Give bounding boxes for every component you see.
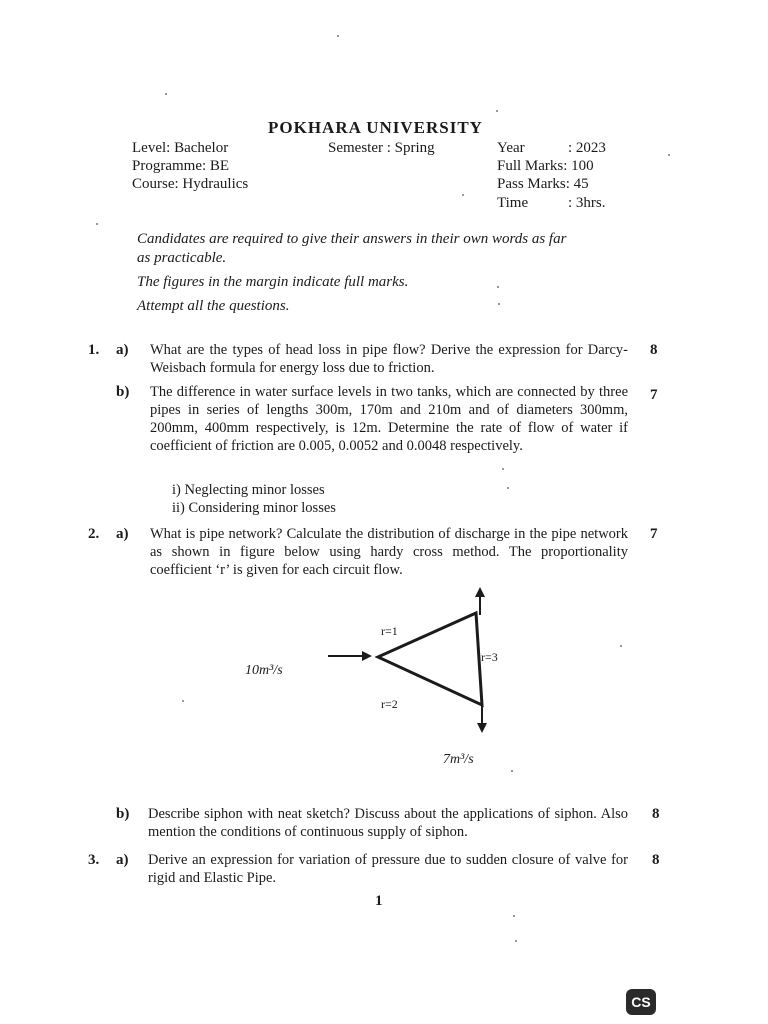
scan-speck: [668, 154, 670, 156]
question-3a-text: Derive an expression for variation of pressure due to sudden closure of valve for rigid and Elastic Pipe.: [148, 852, 628, 886]
scan-speck: [498, 303, 500, 305]
scan-speck: [462, 194, 464, 196]
time-label: Time: [497, 195, 529, 211]
figure-r-top: r=1: [381, 624, 398, 638]
figure-outflow: 7m³/s: [443, 752, 474, 767]
scan-speck: [96, 223, 98, 225]
full-marks-text: Full Marks: 100: [497, 158, 594, 174]
scan-speck: [515, 940, 517, 942]
semester-text: Semester : Spring: [328, 140, 435, 156]
pipe-network-figure: [230, 585, 530, 775]
instruction-line-3: The figures in the margin indicate full marks.: [137, 274, 409, 290]
question-1b-marks: 7: [650, 387, 658, 403]
university-title: POKHARA UNIVERSITY: [268, 118, 483, 137]
camscanner-badge-text: CS: [631, 994, 651, 1010]
time-value: : 3hrs.: [568, 195, 606, 211]
instruction-line-2: as practicable.: [137, 250, 227, 266]
question-1b-text: The difference in water surface levels in two tanks, which are connected by three pipes in series of lengths 300m, 170m and 210m and of diameters 300mm, 200mm, 400mm respectively, is 12m. Determine the rate of flow of water if coefficient of friction are 0.005, 0.0052 and 0.0048 respectively.: [150, 384, 628, 454]
question-number-1: 1.: [88, 342, 100, 358]
question-1a-marks: 8: [650, 342, 658, 358]
question-2b-text: Describe siphon with neat sketch? Discuss about the applications of siphon. Also mention the conditions of continuous supply of siphon.: [148, 806, 628, 840]
question-number-2: 2.: [88, 526, 100, 542]
question-1b-subpart-ii: ii) Considering minor losses: [172, 500, 336, 516]
instruction-line-1: Candidates are required to give their answers in their own words as far: [137, 231, 567, 247]
question-2a-marks: 7: [650, 526, 658, 542]
page-number: 1: [375, 893, 383, 909]
question-number-3: 3.: [88, 852, 100, 868]
pass-marks-text: Pass Marks: 45: [497, 176, 589, 192]
question-1b-label: b): [116, 384, 130, 400]
scan-speck: [507, 487, 509, 489]
scan-speck: [497, 286, 499, 288]
top-outflow-arrow-head: [475, 587, 485, 597]
figure-inflow: 10m³/s: [245, 663, 283, 678]
figure-r-right: r=3: [481, 650, 498, 664]
year-label: Year: [497, 140, 525, 156]
scan-speck: [165, 93, 167, 95]
camscanner-badge: [626, 989, 656, 1015]
scan-speck: [502, 468, 504, 470]
question-2a-label: a): [116, 526, 129, 542]
scan-speck: [620, 645, 622, 647]
question-3a-label: a): [116, 852, 129, 868]
question-3a-marks: 8: [652, 852, 660, 868]
level-text: Level: Bachelor: [132, 140, 229, 156]
scan-speck: [513, 915, 515, 917]
question-2a-text: What is pipe network? Calculate the distribution of discharge in the pipe network as shown in figure below using hardy cross method. The proportionality coefficient ‘r’ is given for each circuit flow.: [150, 526, 628, 578]
scan-speck: [337, 35, 339, 37]
course-text: Course: Hydraulics: [132, 176, 249, 192]
programme-text: Programme: BE: [132, 158, 230, 174]
figure-r-bottom: r=2: [381, 697, 398, 711]
bottom-outflow-arrow-head: [477, 723, 487, 733]
scan-speck: [496, 110, 498, 112]
question-1b-subpart-i: i) Neglecting minor losses: [172, 482, 325, 498]
scan-speck: [182, 700, 184, 702]
question-1a-label: a): [116, 342, 129, 358]
question-2b-label: b): [116, 806, 130, 822]
scan-speck: [511, 770, 513, 772]
year-value: : 2023: [568, 140, 606, 156]
question-1a-text: What are the types of head loss in pipe flow? Derive the expression for Darcy-Weisbach formula for energy loss due to friction.: [150, 342, 628, 376]
instruction-line-4: Attempt all the questions.: [137, 298, 290, 314]
inflow-arrow-head: [362, 651, 372, 661]
question-2b-marks: 8: [652, 806, 660, 822]
